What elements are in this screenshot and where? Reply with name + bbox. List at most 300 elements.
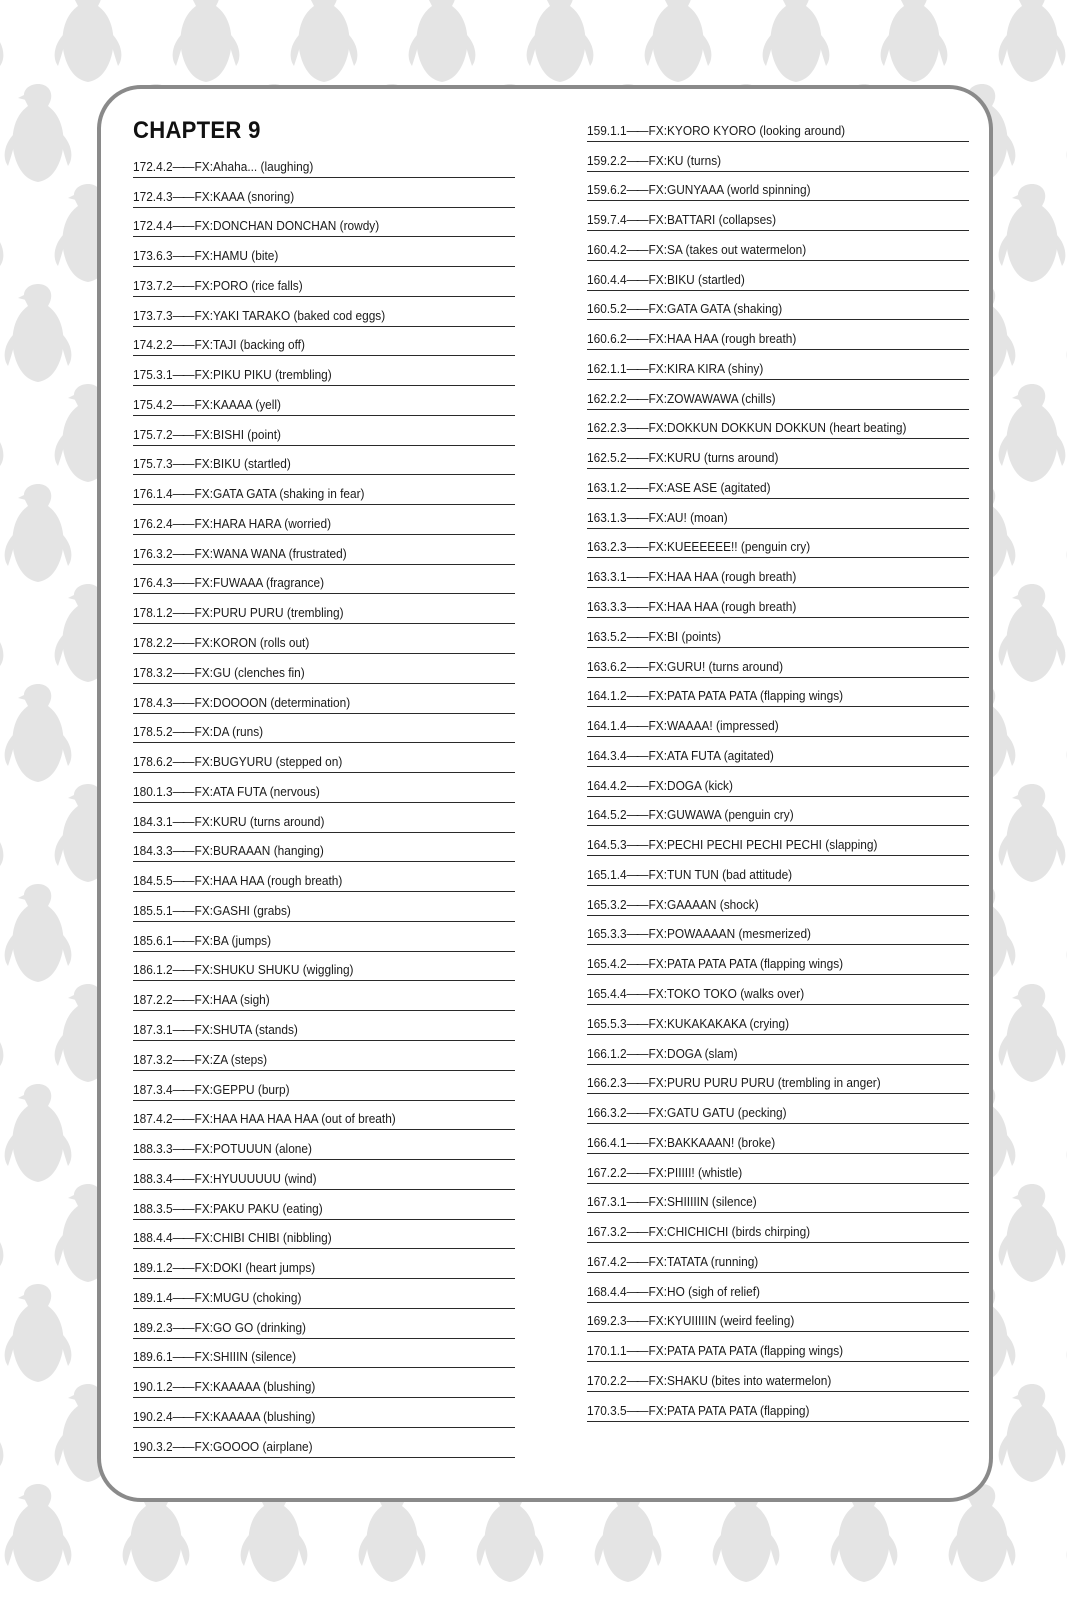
em-dash-separator: —— bbox=[626, 1313, 647, 1329]
em-dash-separator: —— bbox=[172, 783, 193, 799]
sfx-sound: ZA bbox=[213, 1051, 228, 1067]
sfx-entry bbox=[133, 862, 515, 892]
fx-prefix: FX: bbox=[648, 1015, 668, 1031]
em-dash-separator: —— bbox=[626, 212, 647, 228]
fx-prefix: FX: bbox=[194, 515, 214, 531]
fx-prefix: FX: bbox=[194, 1379, 214, 1395]
sfx-sound: HAA HAA bbox=[667, 569, 718, 585]
sfx-sound: ZOWAWAWA bbox=[667, 390, 738, 406]
fx-prefix: FX: bbox=[194, 724, 214, 740]
fx-prefix: FX: bbox=[194, 1438, 214, 1454]
sfx-entry-text: 163.3.1—— FX:HAA HAA (rough breath) bbox=[587, 569, 797, 585]
sfx-meaning: rowdy bbox=[343, 218, 376, 234]
sfx-meaning: rice falls bbox=[255, 277, 299, 293]
em-dash-separator: —— bbox=[172, 277, 193, 293]
penguin-silhouette-icon bbox=[0, 784, 3, 882]
sfx-meaning: startled bbox=[247, 456, 287, 472]
sfx-entry-text: 166.3.2—— FX:GATU GATU (pecking) bbox=[587, 1105, 787, 1121]
em-dash-separator: —— bbox=[172, 754, 193, 770]
sfx-sound: MUGU bbox=[213, 1289, 250, 1305]
sfx-sound: FUWAAA bbox=[213, 575, 263, 591]
sfx-entry-text: 173.6.3—— FX:HAMU (bite) bbox=[133, 248, 279, 264]
em-dash-separator: —— bbox=[172, 1081, 193, 1097]
em-dash-separator: —— bbox=[626, 599, 647, 615]
sfx-ref: 165.5.3 bbox=[587, 1015, 627, 1031]
sfx-entry-text: 176.1.4—— FX:GATA GATA (shaking in fear) bbox=[133, 486, 365, 502]
sfx-meaning: blushing bbox=[267, 1408, 312, 1424]
sfx-entry bbox=[133, 416, 515, 446]
sfx-entry-text: 160.6.2—— FX:HAA HAA (rough breath) bbox=[587, 331, 797, 347]
sfx-entry-text: 178.4.3—— FX:DOOOON (determination) bbox=[133, 694, 351, 710]
em-dash-separator: —— bbox=[626, 1105, 647, 1121]
sfx-ref: 190.2.4 bbox=[133, 1408, 173, 1424]
sfx-sound: WANA WANA bbox=[213, 545, 286, 561]
sfx-sound: GOOOO bbox=[213, 1438, 260, 1454]
sfx-ref: 187.3.4 bbox=[133, 1081, 173, 1097]
sfx-sound: KYUIIIIIN bbox=[667, 1313, 717, 1329]
fx-prefix: FX: bbox=[194, 1051, 214, 1067]
sfx-sound: PORO bbox=[213, 277, 248, 293]
penguin-silhouette-icon bbox=[409, 0, 476, 82]
sfx-entry-text: 164.5.3—— FX:PECHI PECHI PECHI PECHI (slapping) bbox=[587, 837, 878, 853]
fx-prefix: FX: bbox=[194, 635, 214, 651]
sfx-meaning: weird feeling bbox=[723, 1313, 791, 1329]
fx-prefix: FX: bbox=[194, 1200, 214, 1216]
fx-prefix: FX: bbox=[648, 688, 668, 704]
sfx-meaning: walks over bbox=[744, 985, 801, 1001]
sfx-entry-text: 163.5.2—— FX:BI (points) bbox=[587, 628, 722, 644]
sfx-ref: 189.1.4 bbox=[133, 1289, 173, 1305]
sfx-meaning: shaking in fear bbox=[283, 486, 361, 502]
em-dash-separator: —— bbox=[172, 396, 193, 412]
sfx-meaning: broke bbox=[741, 1134, 772, 1150]
sfx-entry bbox=[133, 1309, 515, 1339]
sfx-sound: GAAAAN bbox=[667, 896, 717, 912]
sfx-entry-text: 172.4.4—— FX:DONCHAN DONCHAN (rowdy) bbox=[133, 218, 380, 234]
sfx-entry bbox=[133, 148, 515, 178]
sfx-entry bbox=[133, 386, 515, 416]
sfx-ref: 188.3.3 bbox=[133, 1141, 173, 1157]
sfx-sound: POTUUUN bbox=[213, 1141, 272, 1157]
sfx-ref: 165.4.4 bbox=[587, 985, 627, 1001]
sfx-meaning: shaking bbox=[737, 301, 779, 317]
sfx-entry-text: 185.5.1—— FX:GASHI (grabs) bbox=[133, 902, 291, 918]
sfx-entry-text: 184.5.5—— FX:HAA HAA (rough breath) bbox=[133, 873, 343, 889]
sfx-entry-text: 175.3.1—— FX:PIKU PIKU (trembling) bbox=[133, 367, 332, 383]
fx-prefix: FX: bbox=[648, 182, 668, 198]
em-dash-separator: —— bbox=[172, 1200, 193, 1216]
fx-prefix: FX: bbox=[194, 277, 214, 293]
sfx-meaning: flapping wings bbox=[763, 956, 840, 972]
sfx-ref: 187.2.2 bbox=[133, 992, 173, 1008]
em-dash-separator: —— bbox=[626, 837, 647, 853]
sfx-entry-text: 170.1.1—— FX:PATA PATA PATA (flapping wings) bbox=[587, 1343, 844, 1359]
fx-prefix: FX: bbox=[194, 367, 214, 383]
sfx-entry bbox=[587, 439, 969, 469]
sfx-ref: 159.2.2 bbox=[587, 152, 627, 168]
fx-prefix: FX: bbox=[194, 1230, 214, 1246]
sfx-entry-text: 163.1.3—— FX:AU! (moan) bbox=[587, 509, 728, 525]
sfx-ref: 189.1.2 bbox=[133, 1260, 173, 1276]
sfx-entry bbox=[587, 737, 969, 767]
sfx-entry-text: 175.4.2—— FX:KAAAA (yell) bbox=[133, 396, 281, 412]
sfx-ref: 166.3.2 bbox=[587, 1105, 627, 1121]
penguin-silhouette-icon bbox=[999, 984, 1066, 1082]
em-dash-separator: —— bbox=[172, 337, 193, 353]
sfx-meaning: backing off bbox=[243, 337, 301, 353]
sfx-entry bbox=[587, 291, 969, 321]
sfx-entry-text: 187.3.1—— FX:SHUTA (stands) bbox=[133, 1021, 298, 1037]
sfx-ref: 163.3.1 bbox=[587, 569, 627, 585]
fx-prefix: FX: bbox=[648, 837, 668, 853]
sfx-sound: PAKU PAKU bbox=[213, 1200, 280, 1216]
em-dash-separator: —— bbox=[172, 575, 193, 591]
sfx-sound: YAKI TARAKO bbox=[213, 307, 291, 323]
sfx-sound: HAA HAA bbox=[213, 873, 264, 889]
fx-prefix: FX: bbox=[194, 694, 214, 710]
sfx-sound: SHAKU bbox=[667, 1372, 708, 1388]
sfx-meaning: points bbox=[685, 628, 718, 644]
sfx-entry bbox=[587, 1273, 969, 1303]
penguin-silhouette-icon bbox=[999, 784, 1066, 882]
sfx-sound: DOKI bbox=[213, 1260, 243, 1276]
sfx-ref: 188.4.4 bbox=[133, 1230, 173, 1246]
sfx-entry-text: 189.1.4—— FX:MUGU (choking) bbox=[133, 1289, 302, 1305]
sfx-sound: GURU! bbox=[667, 658, 706, 674]
sfx-sound: CHIBI CHIBI bbox=[213, 1230, 280, 1246]
sfx-meaning: world spinning bbox=[730, 182, 807, 198]
sfx-entry bbox=[133, 624, 515, 654]
em-dash-separator: —— bbox=[172, 843, 193, 859]
sfx-sound: SA bbox=[667, 241, 683, 257]
sfx-ref: 167.3.2 bbox=[587, 1224, 627, 1240]
sfx-entry bbox=[133, 1428, 515, 1458]
sfx-ref: 170.1.1 bbox=[587, 1343, 627, 1359]
sfx-entry-text: 178.6.2—— FX:BUGYURU (stepped on) bbox=[133, 754, 343, 770]
sfx-entry bbox=[133, 922, 515, 952]
sfx-ref: 167.2.2 bbox=[587, 1164, 627, 1180]
sfx-ref: 185.6.1 bbox=[133, 932, 173, 948]
sfx-entry-text: 188.4.4—— FX:CHIBI CHIBI (nibbling) bbox=[133, 1230, 332, 1246]
sfx-entry bbox=[587, 945, 969, 975]
em-dash-separator: —— bbox=[626, 688, 647, 704]
sfx-entry-text: 186.1.2—— FX:SHUKU SHUKU (wiggling) bbox=[133, 962, 354, 978]
sfx-meaning: penguin cry bbox=[744, 539, 807, 555]
sfx-ref: 173.7.3 bbox=[133, 307, 173, 323]
sfx-entry bbox=[587, 975, 969, 1005]
em-dash-separator: —— bbox=[172, 1260, 193, 1276]
sfx-entry-text: 184.3.3—— FX:BURAAAN (hanging) bbox=[133, 843, 324, 859]
sfx-ref: 175.7.3 bbox=[133, 456, 173, 472]
sfx-meaning: baked cod eggs bbox=[297, 307, 382, 323]
em-dash-separator: —— bbox=[172, 426, 193, 442]
sfx-ref: 164.5.2 bbox=[587, 807, 627, 823]
sfx-ref: 168.4.4 bbox=[587, 1283, 627, 1299]
fx-prefix: FX: bbox=[194, 1260, 214, 1276]
sfx-meaning: nibbling bbox=[286, 1230, 328, 1246]
sfx-entry bbox=[133, 505, 515, 535]
sfx-meaning: nervous bbox=[273, 783, 316, 799]
sfx-entry bbox=[133, 1339, 515, 1369]
em-dash-separator: —— bbox=[626, 926, 647, 942]
sfx-entry bbox=[587, 1094, 969, 1124]
sfx-entry bbox=[587, 1035, 969, 1065]
em-dash-separator: —— bbox=[172, 724, 193, 740]
fx-prefix: FX: bbox=[648, 747, 668, 763]
sfx-entry-text: 176.2.4—— FX:HARA HARA (worried) bbox=[133, 515, 332, 531]
em-dash-separator: —— bbox=[172, 1141, 193, 1157]
em-dash-separator: —— bbox=[626, 450, 647, 466]
sfx-meaning: choking bbox=[256, 1289, 298, 1305]
sfx-entry bbox=[587, 1065, 969, 1095]
sfx-entry bbox=[133, 237, 515, 267]
sfx-entry bbox=[133, 803, 515, 833]
sfx-entry-text: 178.1.2—— FX:PURU PURU (trembling) bbox=[133, 605, 344, 621]
sfx-sound: BISHI bbox=[213, 426, 245, 442]
sfx-entry-text: 163.2.3—— FX:KUEEEEEE!! (penguin cry) bbox=[587, 539, 811, 555]
sfx-meaning: slam bbox=[708, 1045, 734, 1061]
fx-prefix: FX: bbox=[194, 932, 214, 948]
em-dash-separator: —— bbox=[626, 390, 647, 406]
sfx-ref: 176.1.4 bbox=[133, 486, 173, 502]
sfx-ref: 173.7.2 bbox=[133, 277, 173, 293]
sfx-entry-text: 190.1.2—— FX:KAAAAA (blushing) bbox=[133, 1379, 316, 1395]
fx-prefix: FX: bbox=[194, 992, 214, 1008]
penguin-silhouette-icon bbox=[0, 984, 3, 1082]
sfx-meaning: airplane bbox=[266, 1438, 309, 1454]
sfx-ref: 188.3.5 bbox=[133, 1200, 173, 1216]
sfx-ref: 163.5.2 bbox=[587, 628, 627, 644]
sfx-meaning: clenches fin bbox=[238, 664, 301, 680]
fx-prefix: FX: bbox=[648, 1045, 668, 1061]
sfx-entry bbox=[587, 142, 969, 172]
sfx-entry bbox=[587, 1243, 969, 1273]
fx-prefix: FX: bbox=[648, 271, 668, 287]
sfx-ref: 166.1.2 bbox=[587, 1045, 627, 1061]
sfx-entry-text: 173.7.2—— FX:PORO (rice falls) bbox=[133, 277, 303, 293]
fx-prefix: FX: bbox=[194, 664, 214, 680]
sfx-entry bbox=[587, 767, 969, 797]
sfx-entry bbox=[133, 1220, 515, 1250]
sfx-entry bbox=[133, 1011, 515, 1041]
sfx-entry-text: 174.2.2—— FX:TAJI (backing off) bbox=[133, 337, 305, 353]
sfx-entry-text: 165.3.3—— FX:POWAAAAN (mesmerized) bbox=[587, 926, 812, 942]
sfx-meaning: penguin cry bbox=[728, 807, 790, 823]
sfx-meaning: turns bbox=[690, 152, 718, 168]
em-dash-separator: —— bbox=[626, 956, 647, 972]
fx-prefix: FX: bbox=[194, 486, 214, 502]
em-dash-separator: —— bbox=[172, 1349, 193, 1365]
sfx-meaning: hanging bbox=[277, 843, 320, 859]
em-dash-separator: —— bbox=[172, 873, 193, 889]
sfx-sound: HAA HAA bbox=[667, 331, 718, 347]
em-dash-separator: —— bbox=[172, 307, 193, 323]
em-dash-separator: —— bbox=[172, 1289, 193, 1305]
sfx-entry bbox=[587, 1124, 969, 1154]
sfx-entry-text: 164.1.4—— FX:WAAAA! (impressed) bbox=[587, 718, 779, 734]
sfx-meaning: trembling bbox=[290, 605, 340, 621]
sfx-entry bbox=[133, 1279, 515, 1309]
sfx-entry-text: 162.5.2—— FX:KURU (turns around) bbox=[587, 450, 779, 466]
em-dash-separator: —— bbox=[172, 1021, 193, 1037]
fx-prefix: FX: bbox=[648, 777, 668, 793]
sfx-entry bbox=[133, 654, 515, 684]
fx-prefix: FX: bbox=[648, 152, 668, 168]
fx-prefix: FX: bbox=[194, 426, 214, 442]
sfx-column-left bbox=[133, 116, 515, 1458]
penguin-silhouette-icon bbox=[0, 384, 3, 482]
sfx-entry-text: 165.5.3—— FX:KUKAKAKAKA (crying) bbox=[587, 1015, 790, 1031]
sfx-entry-text: 187.4.2—— FX:HAA HAA HAA HAA (out of breath) bbox=[133, 1111, 396, 1127]
sfx-ref: 187.3.1 bbox=[133, 1021, 173, 1037]
fx-prefix: FX: bbox=[648, 212, 668, 228]
sfx-meaning: rolls out bbox=[263, 635, 306, 651]
em-dash-separator: —— bbox=[626, 1224, 647, 1240]
sfx-entry-text: 167.2.2—— FX:PIIIII! (whistle) bbox=[587, 1164, 743, 1180]
em-dash-separator: —— bbox=[626, 539, 647, 555]
sfx-ref: 173.6.3 bbox=[133, 248, 173, 264]
sfx-entry-text: 172.4.2—— FX:Ahaha... (laughing) bbox=[133, 158, 314, 174]
sfx-sound: PURU PURU bbox=[213, 605, 284, 621]
sfx-entry bbox=[587, 1005, 969, 1035]
fx-prefix: FX: bbox=[648, 866, 668, 882]
fx-prefix: FX: bbox=[648, 599, 668, 615]
em-dash-separator: —— bbox=[626, 182, 647, 198]
em-dash-separator: —— bbox=[626, 241, 647, 257]
sfx-entry-text: 170.2.2—— FX:SHAKU (bites into watermelon) bbox=[587, 1372, 832, 1388]
penguin-silhouette-icon bbox=[5, 1284, 72, 1382]
sfx-ref: 160.4.4 bbox=[587, 271, 627, 287]
em-dash-separator: —— bbox=[626, 420, 647, 436]
sfx-entry bbox=[587, 1362, 969, 1392]
sfx-ref: 162.2.2 bbox=[587, 390, 627, 406]
sfx-entry bbox=[133, 327, 515, 357]
sfx-entry-text: 159.2.2—— FX:KU (turns) bbox=[587, 152, 722, 168]
sfx-entry-text: 163.1.2—— FX:ASE ASE (agitated) bbox=[587, 479, 771, 495]
em-dash-separator: —— bbox=[626, 479, 647, 495]
em-dash-separator: —— bbox=[626, 1402, 647, 1418]
sfx-entry-text: 185.6.1—— FX:BA (jumps) bbox=[133, 932, 272, 948]
sfx-meaning: eating bbox=[286, 1200, 319, 1216]
sfx-sound: KURU bbox=[213, 813, 247, 829]
sfx-ref: 160.4.2 bbox=[587, 241, 627, 257]
sfx-sound: PATA PATA PATA bbox=[667, 1343, 757, 1359]
sfx-meaning: agitated bbox=[727, 747, 770, 763]
fx-prefix: FX: bbox=[648, 628, 668, 644]
sfx-ref: 178.1.2 bbox=[133, 605, 173, 621]
sfx-entry bbox=[587, 529, 969, 559]
sfx-sound: PECHI PECHI PECHI PECHI bbox=[667, 837, 822, 853]
sfx-entry-text: 184.3.1—— FX:KURU (turns around) bbox=[133, 813, 325, 829]
sfx-sound: TUN TUN bbox=[667, 866, 719, 882]
sfx-sound: POWAAAAN bbox=[667, 926, 736, 942]
sfx-sound: GATU GATU bbox=[667, 1105, 735, 1121]
sfx-entry-text: 180.1.3—— FX:ATA FUTA (nervous) bbox=[133, 783, 320, 799]
em-dash-separator: —— bbox=[172, 248, 193, 264]
sfx-entry bbox=[587, 1154, 969, 1184]
sfx-sound: BATTARI bbox=[667, 212, 716, 228]
sfx-entry bbox=[133, 1398, 515, 1428]
sfx-meaning: agitated bbox=[724, 479, 767, 495]
em-dash-separator: —— bbox=[172, 813, 193, 829]
sfx-entry bbox=[133, 356, 515, 386]
sfx-sound: DOGA bbox=[667, 1045, 702, 1061]
sfx-sound: KAAAAA bbox=[213, 1379, 260, 1395]
fx-prefix: FX: bbox=[648, 479, 668, 495]
sfx-ref: 167.4.2 bbox=[587, 1253, 627, 1269]
sfx-entry bbox=[587, 231, 969, 261]
sfx-ref: 175.3.1 bbox=[133, 367, 173, 383]
sfx-sound: HAA HAA HAA HAA bbox=[213, 1111, 318, 1127]
sfx-sound: TOKO TOKO bbox=[667, 985, 737, 1001]
sfx-sound: PATA PATA PATA bbox=[667, 688, 757, 704]
fx-prefix: FX: bbox=[194, 1111, 214, 1127]
sfx-entry bbox=[587, 707, 969, 737]
sfx-ref: 187.4.2 bbox=[133, 1111, 173, 1127]
sfx-sound: BAKKAAAN! bbox=[667, 1134, 735, 1150]
em-dash-separator: —— bbox=[172, 1170, 193, 1186]
sfx-meaning: birds chirping bbox=[735, 1224, 807, 1240]
sfx-ref: 162.2.3 bbox=[587, 420, 627, 436]
fx-prefix: FX: bbox=[194, 1021, 214, 1037]
sfx-entry bbox=[587, 588, 969, 618]
sfx-ref: 184.3.1 bbox=[133, 813, 173, 829]
fx-prefix: FX: bbox=[194, 605, 214, 621]
sfx-entry bbox=[587, 261, 969, 291]
sfx-sound: ASE ASE bbox=[667, 479, 718, 495]
sfx-ref: 190.1.2 bbox=[133, 1379, 173, 1395]
fx-prefix: FX: bbox=[648, 1343, 668, 1359]
sfx-meaning: impressed bbox=[719, 718, 775, 734]
sfx-entry-text: 162.2.3—— FX:DOKKUN DOKKUN DOKKUN (heart beating) bbox=[587, 420, 907, 436]
sfx-sound: ATA FUTA bbox=[667, 747, 721, 763]
sfx-entry bbox=[133, 684, 515, 714]
em-dash-separator: —— bbox=[626, 1045, 647, 1061]
em-dash-separator: —— bbox=[626, 569, 647, 585]
sfx-entry-text: 176.3.2—— FX:WANA WANA (frustrated) bbox=[133, 545, 347, 561]
sfx-meaning: grabs bbox=[257, 902, 287, 918]
em-dash-separator: —— bbox=[172, 694, 193, 710]
fx-prefix: FX: bbox=[648, 301, 668, 317]
em-dash-separator: —— bbox=[172, 367, 193, 383]
penguin-silhouette-icon bbox=[999, 184, 1066, 282]
sfx-ref: 162.5.2 bbox=[587, 450, 627, 466]
sfx-sound: SHUTA bbox=[213, 1021, 252, 1037]
sfx-meaning: flapping wings bbox=[763, 688, 840, 704]
sfx-meaning: collapses bbox=[722, 212, 773, 228]
penguin-silhouette-icon bbox=[291, 0, 358, 82]
sfx-meaning: trembling bbox=[278, 367, 328, 383]
sfx-ref: 164.4.2 bbox=[587, 777, 627, 793]
penguin-silhouette-icon bbox=[999, 384, 1066, 482]
sfx-meaning: bites into watermelon bbox=[715, 1372, 828, 1388]
sfx-ref: 186.1.2 bbox=[133, 962, 173, 978]
sfx-ref: 189.2.3 bbox=[133, 1319, 173, 1335]
sfx-entry bbox=[133, 208, 515, 238]
penguin-silhouette-icon bbox=[999, 1384, 1066, 1482]
em-dash-separator: —— bbox=[172, 188, 193, 204]
sfx-ref: 187.3.2 bbox=[133, 1051, 173, 1067]
sfx-entry bbox=[133, 446, 515, 476]
sfx-ref: 163.2.3 bbox=[587, 539, 627, 555]
sfx-sound: TAJI bbox=[213, 337, 237, 353]
fx-prefix: FX: bbox=[648, 420, 668, 436]
em-dash-separator: —— bbox=[626, 777, 647, 793]
sfx-entry-text: 165.4.2—— FX:PATA PATA PATA (flapping wings) bbox=[587, 956, 844, 972]
sfx-meaning: point bbox=[251, 426, 278, 442]
sfx-entry bbox=[133, 981, 515, 1011]
sfx-ref: 159.1.1 bbox=[587, 122, 627, 138]
